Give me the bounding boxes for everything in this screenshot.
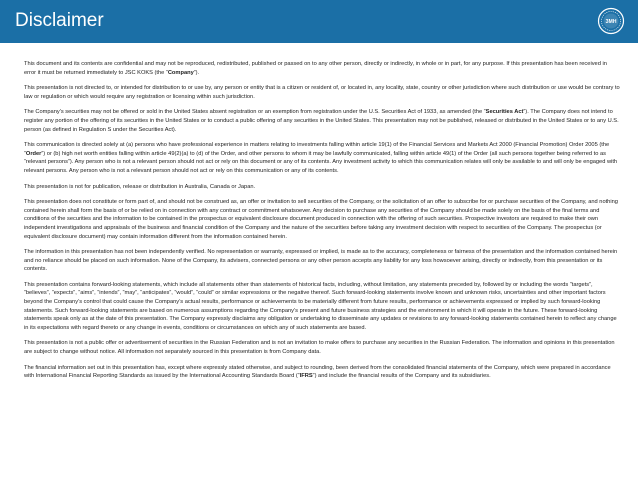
disclaimer-body [24, 60, 620, 388]
paragraph-confidentiality: This document and its contents are confidential and may not be reproduced, redistributed, published or passed on to any other person, directly or indirectly, in whole or in part, for any purpose. If this presentation has been received in error it must be returned immediately to JSC KOKS (the “Company”). [24, 61, 607, 76]
page-title: Disclaimer [15, 10, 104, 31]
paragraph-russian-federation: This presentation is not a public offer or advertisement of securities in the Russian Federation and is not an invitation to make offers to purchase any securities in the Russian Federation. The information and opinions in this presentation are subject to change without notice. All information not separately sourced in this presentation is from Company data. [24, 340, 615, 356]
paragraph-distribution: This presentation is not for publication, release or distribution in Australia, Canada or Japan. [24, 183, 256, 190]
paragraph-not-verified: The information in this presentation has not been independently verified. No representation or warranty, expressed or implied, is made as to the accuracy, completeness or fairness of the presentation and the information contained herein and no reliance should be placed on such information. None of the Company, its advisers, connected persons or any other person accepts any liability for any loss howsoever arising, directly or indirectly, from this presentation or its contents. [24, 249, 618, 273]
paragraph-no-offer: This presentation does not constitute or form part of, and should not be construed as, an offer or invitation to sell securities of the Company, or the solicitation of an offer to subscribe for or purchase securities of the Company, and nothing contained herein shall form the basis of or be relied on in connection with any contract or commitment whatsoever. Any decision to purchase any securities of the Company should be made solely on the basis of the final terms and conditions of the securities and the information to be contained in the prospectus or equivalent disclosure document produced in connection with the offering of such securities. Prospective investors are required to make their own independent investigations and appraisals of the business and financial condition of the Company and the nature of the securities before taking any investment decision with respect to securities of the Company. The prospectus (or equivalent disclosure document) may contain information different from the information contained herein. [24, 199, 618, 240]
paragraph-securities-act: The Company’s securities may not be offered or sold in the United States absent registration or an exemption from registration under the U.S. Securities Act of 1933, as amended (the “Securities Act”). The Company does not intend to register any portion of the offering of its securities in the United States or to conduct a public offering of any securities in the United States. This presentation may not be published, released or distributed in the United States or to any U.S. person (as defined in Regulation S under the Securities Act). [24, 109, 619, 133]
paragraph-forward-looking: This presentation contains forward-looking statements, which include all statements other than statements of historical facts, including, without limitation, any statements preceded by, followed by or including the words “targets”, “believes”, “expects”, “aims”, “intends”, “may”, “anticipates”, “would”, “could” or similar expressions or the negative thereof. Such forward-looking statements involve known and unknown risks, uncertainties and other important factors beyond the Company’s control that could cause the Company’s actual results, performance or achievements to be materially different from future results, performance or achievements expressed or implied by such forward-looking statements. Such forward-looking statements are based on numerous assumptions regarding the Company’s present and future business strategies and the environment in which it will operate in the future. These forward-looking statements speak only as at the date of this presentation. The Company expressly disclaims any obligation or undertaking to disseminate any updates or revisions to any forward-looking statements contained herein to reflect any change in its expectations with regard thereto or any change in events, conditions or circumstances on which any of such statements are based. [24, 281, 617, 331]
logo-text: ЗМН [605, 18, 617, 25]
paragraph-relevant-persons: This communication is directed solely at (a) persons who have professional experience in matters relating to investments falling within article 19(1) of the Financial Services and Markets Act 2000 (Financial Promotion) Order 2005 (the “Order”) or (b) high net worth entities falling within article 49(2)(a) to (d) of the Order, and other persons to whom it may be lawfully communicated, falling within article 49(1) of the Order (all such persons together being referred to as “relevant persons”). Any person who is not a relevant person should not act or rely on this document or any of its contents. Any investment activity to which this communication relates will only be available to and will only be engaged with relevant persons. Any person who is not a relevant person should not act or rely on this communication or any of its contents. [24, 142, 618, 174]
paragraph-financial-information: The financial information set out in this presentation has, except where expressly stated otherwise, and subject to rounding, been derived from the consolidated financial statements of the Company, which were prepared in accordance with International Financial Reporting Standards as issued by the International Accounting Standards Board (“IFRS”) and include the financial results of the Company and its subsidiaries. [24, 364, 611, 380]
paragraph-jurisdiction: This presentation is not directed to, or intended for distribution to or use by, any person or entity that is a citizen or resident of, or located in, any locality, state, country or other jurisdiction where such distribution or use would be contrary to law or regulation or which would require any registration or licensing within such jurisdiction. [24, 85, 620, 100]
company-seal-logo-icon [597, 7, 625, 35]
header-bar [0, 0, 638, 43]
